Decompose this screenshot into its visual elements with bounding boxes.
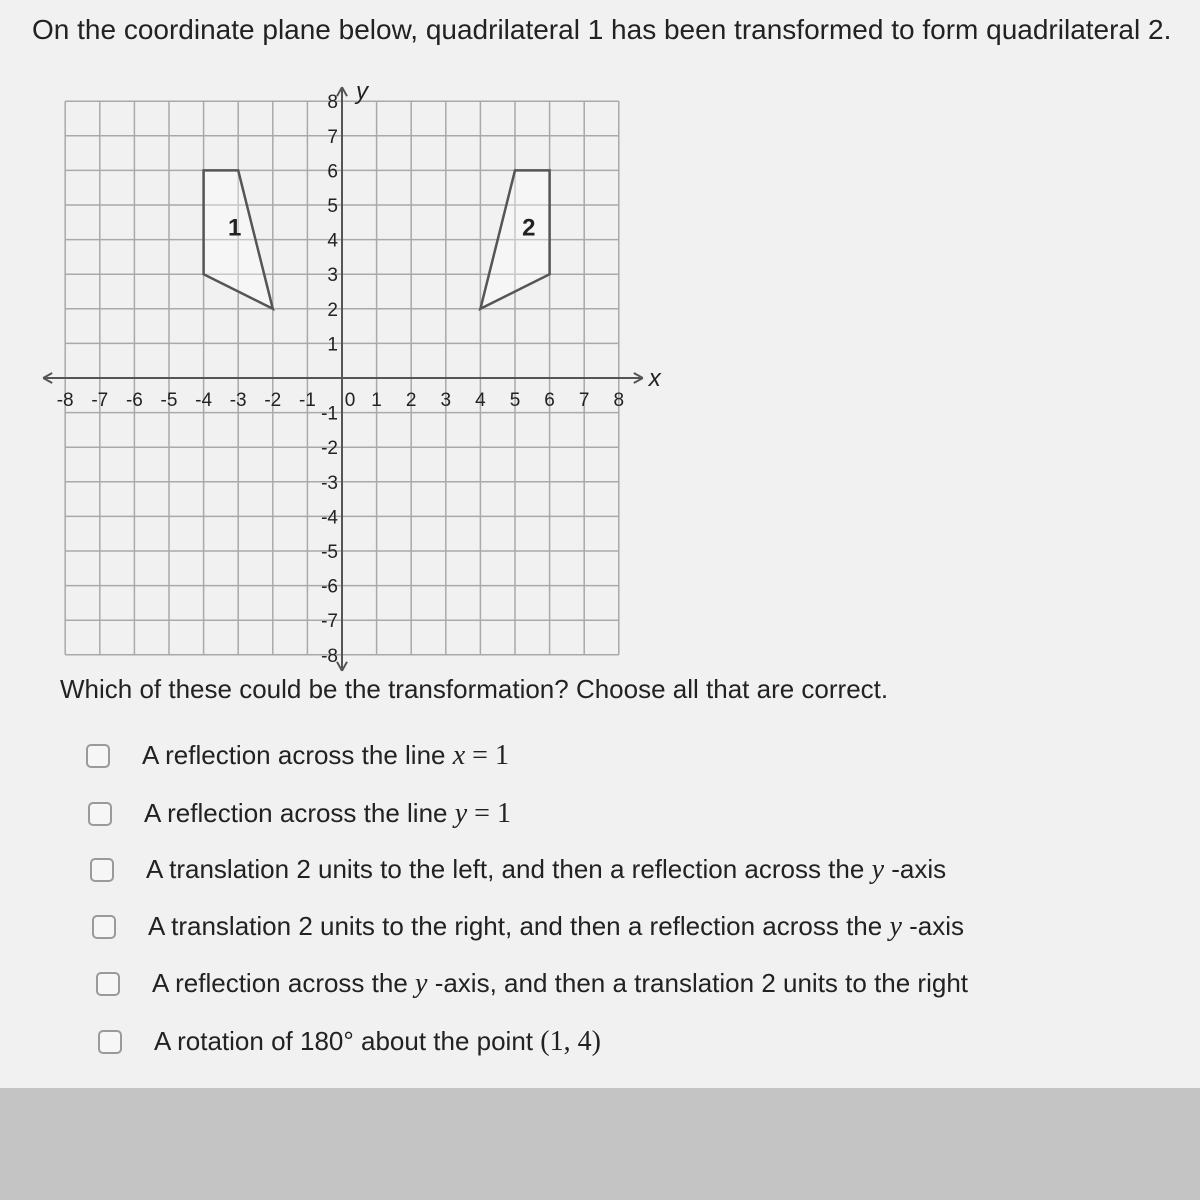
- question-text: Which of these could be the transformation? Choose all that are correct.: [60, 674, 889, 704]
- y-tick-label: 7: [327, 126, 338, 148]
- option-reflect-y-1[interactable]: [88, 798, 511, 830]
- option-label: A translation 2 units to the left, and then a reflection across the y -axis: [146, 854, 947, 885]
- y-tick-label: 6: [327, 161, 338, 183]
- checkbox[interactable]: [92, 915, 116, 939]
- y-tick-label: 2: [327, 299, 338, 321]
- y-tick-label: -4: [321, 507, 338, 529]
- y-tick-label: 1: [327, 334, 338, 356]
- x-tick-label: 2: [405, 390, 417, 411]
- y-tick-label: -8: [321, 645, 338, 667]
- x-tick-label: 1: [371, 390, 382, 411]
- option-label: A rotation of 180° about the point (1, 4): [154, 1026, 601, 1057]
- y-tick-label: 5: [327, 196, 338, 217]
- x-tick-label: -8: [56, 390, 74, 411]
- y-axis-label: y: [356, 78, 368, 106]
- option-label: A reflection across the line x = 1: [142, 740, 509, 771]
- checkbox[interactable]: [88, 802, 112, 826]
- checkbox[interactable]: [90, 858, 114, 882]
- option-label: A reflection across the y -axis, and then a translation 2 units to the right: [152, 968, 969, 999]
- option-label: A translation 2 units to the right, and then a reflection across the y -axis: [148, 911, 965, 942]
- x-tick-label: -7: [91, 390, 109, 411]
- option-reflect-x-1[interactable]: [86, 740, 509, 772]
- option-rotate-180[interactable]: [98, 1026, 601, 1058]
- x-tick-label: 8: [613, 390, 625, 411]
- x-tick-label: -4: [195, 390, 213, 411]
- option-translate-left-reflect-y[interactable]: [90, 854, 946, 886]
- y-tick-label: 3: [327, 265, 338, 287]
- x-tick-label: -6: [125, 390, 143, 411]
- y-tick-label: -1: [321, 403, 338, 425]
- page-title: On the coordinate plane below, quadrilateral 1 has been transformed to form quadrilateral 2.: [32, 14, 1172, 45]
- quadrilateral-2-label: 2: [522, 214, 536, 242]
- x-tick-label: -5: [160, 390, 178, 411]
- x-tick-label: 4: [475, 390, 486, 411]
- x-tick-label: 7: [578, 390, 590, 411]
- x-tick-label: -3: [229, 390, 247, 411]
- y-tick-label: 8: [327, 92, 338, 114]
- option-translate-right-reflect-y[interactable]: [92, 911, 964, 943]
- x-tick-label: 5: [509, 390, 521, 411]
- page-bottom-background: [0, 1088, 1200, 1200]
- coordinate-plane: [40, 62, 700, 672]
- x-tick-label: 3: [440, 390, 452, 411]
- x-axis-label: x: [648, 365, 661, 392]
- y-tick-label: -5: [321, 542, 338, 563]
- checkbox[interactable]: [86, 744, 110, 768]
- y-tick-label: -7: [321, 611, 338, 633]
- option-label: A reflection across the line y = 1: [144, 798, 511, 829]
- y-tick-label: -3: [321, 472, 338, 494]
- y-tick-label: -2: [321, 438, 338, 460]
- option-reflect-y-translate-right[interactable]: [96, 968, 968, 1000]
- x-tick-label: 0: [344, 390, 356, 411]
- x-tick-label: -2: [264, 390, 282, 411]
- checkbox[interactable]: [96, 972, 120, 996]
- x-tick-label: 6: [544, 390, 555, 411]
- x-tick-label: -1: [298, 390, 316, 411]
- checkbox[interactable]: [98, 1030, 122, 1054]
- quadrilateral-1-label: 1: [228, 214, 242, 242]
- y-tick-label: 4: [327, 230, 338, 252]
- y-tick-label: -6: [321, 576, 338, 598]
